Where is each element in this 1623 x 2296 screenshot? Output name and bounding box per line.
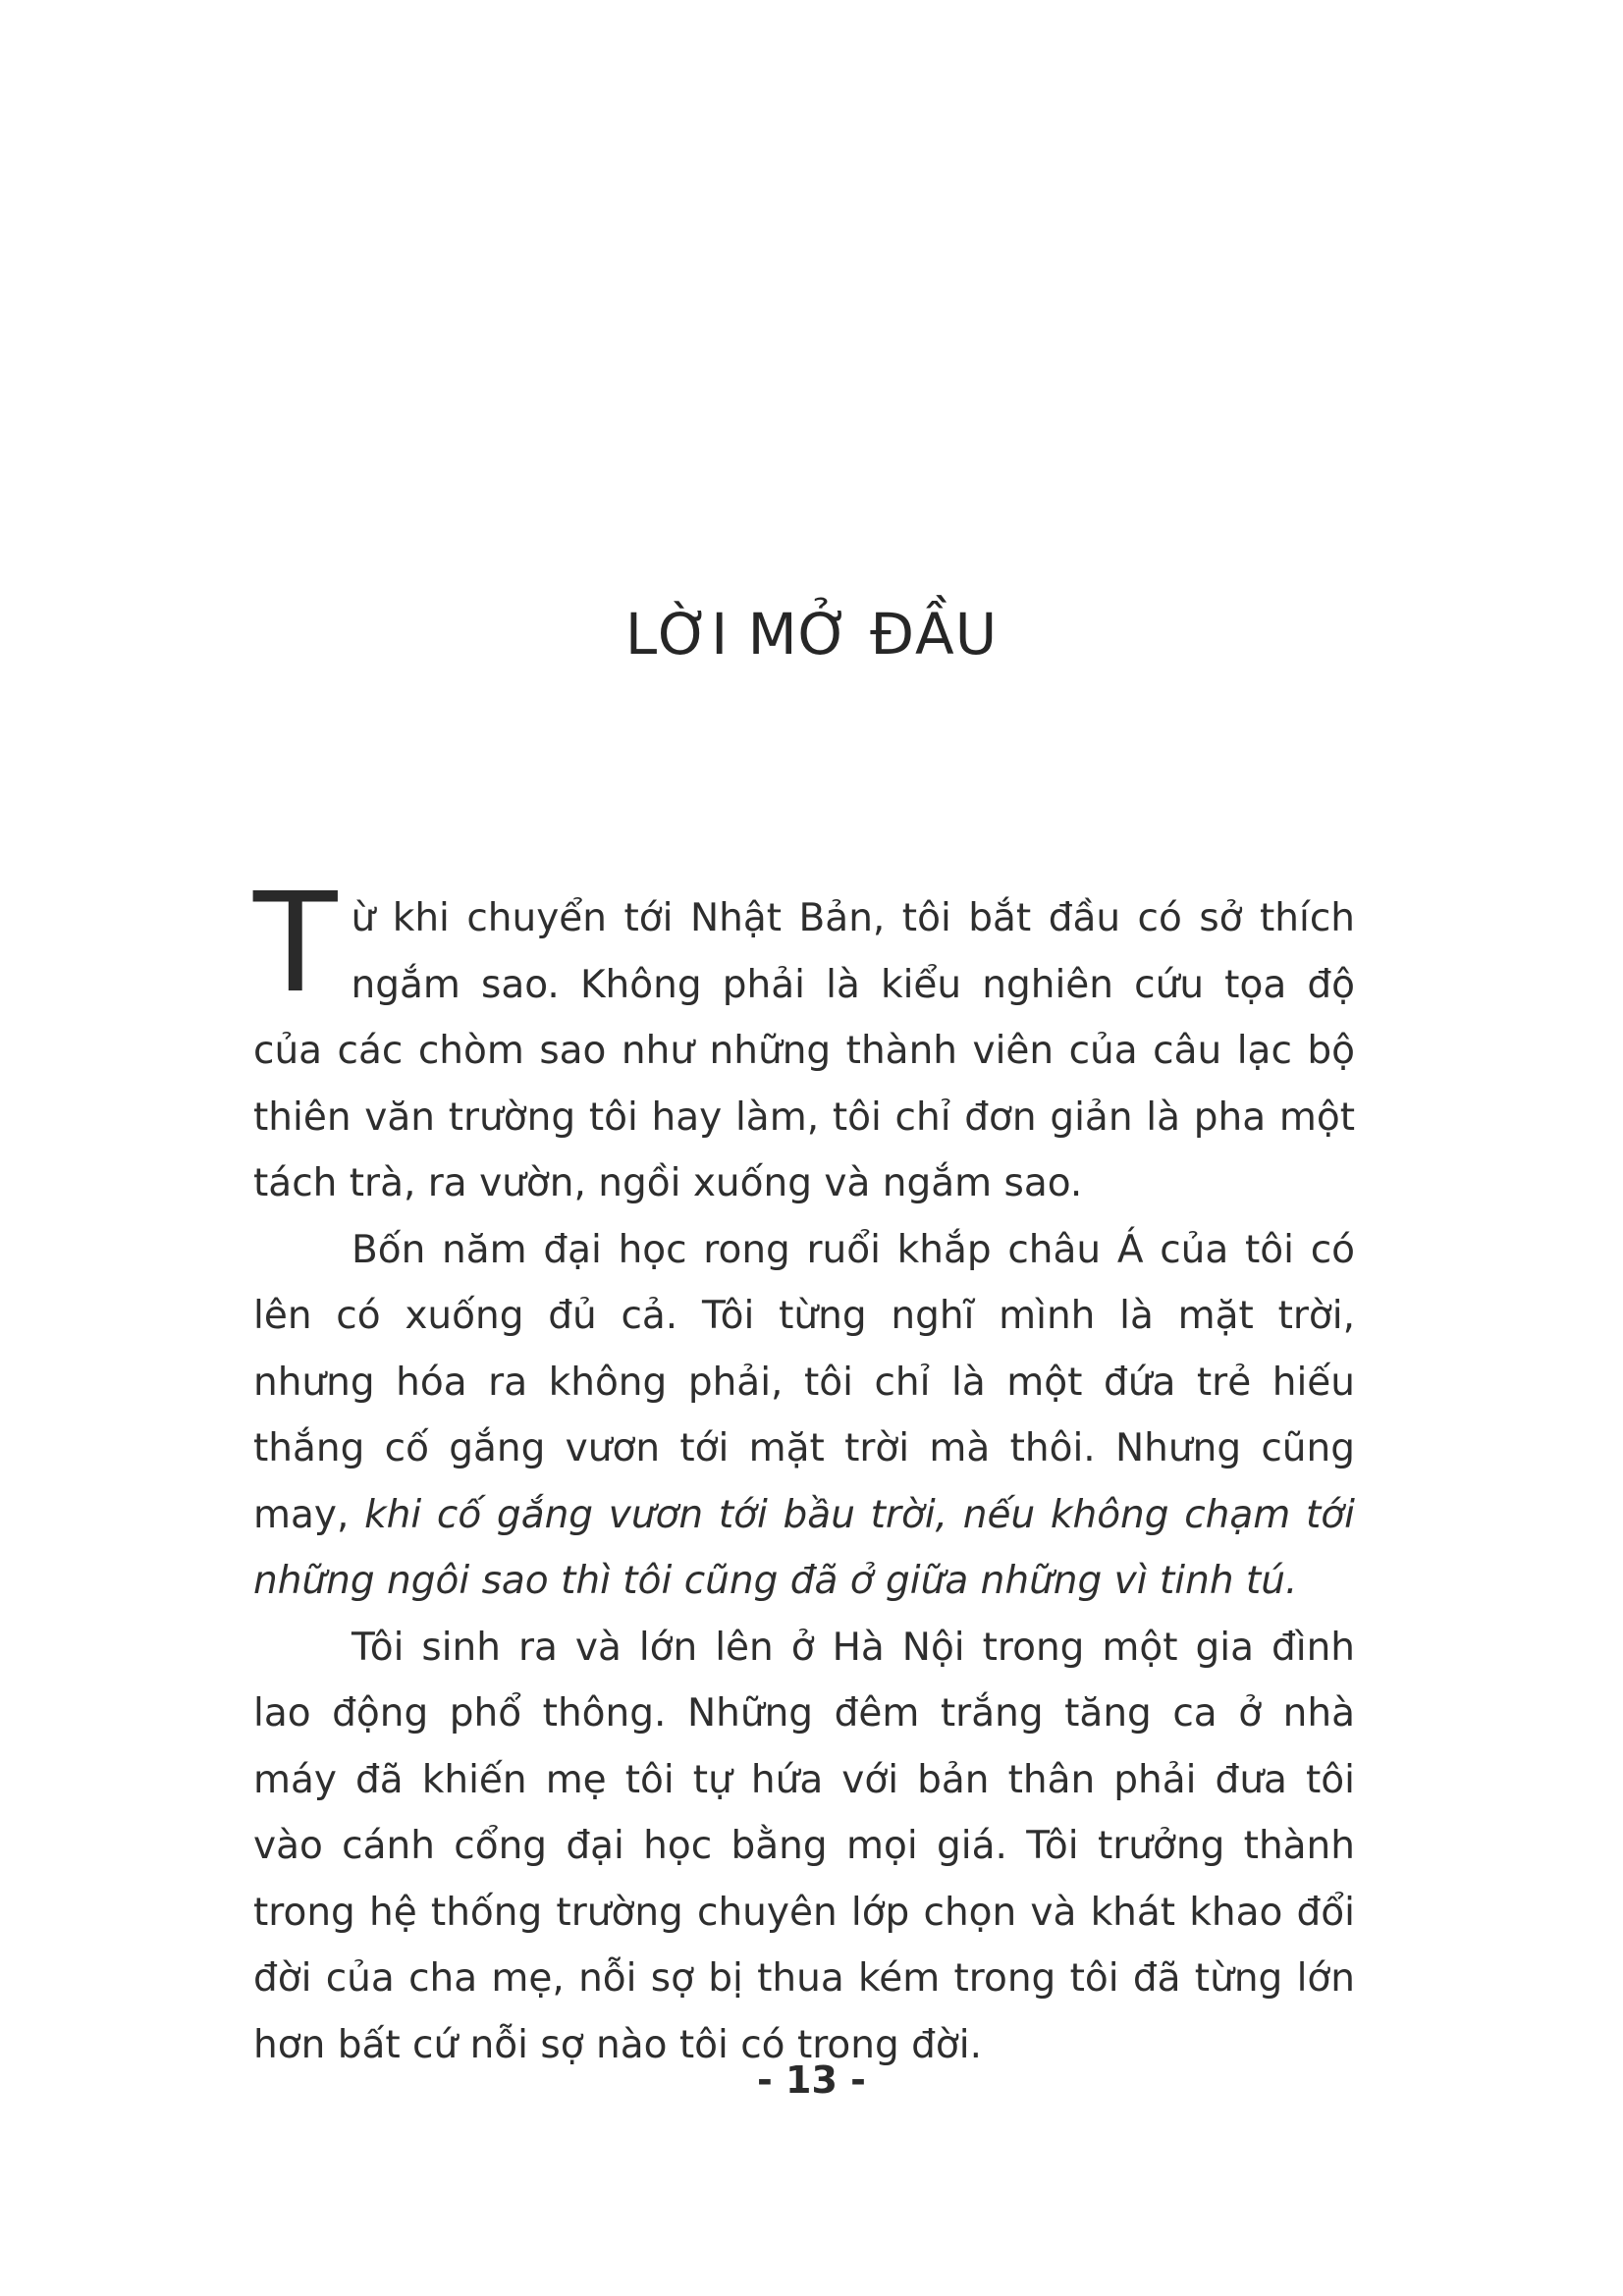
paragraph-2-italic: khi cố gắng vươn tới bầu trời, nếu không chạm tới những ngôi sao thì tôi cũng đã ở giữa những vì tinh tú. <box>253 1492 1355 1603</box>
paragraph-2-text: Bốn năm đại học rong ruổi khắp châu Á của tôi có lên có xuống đủ cả. Tôi từng nghĩ mình là mặt trời, nhưng hóa ra không phải, tôi chỉ là một đứa trẻ hiếu thắng cố gắng vươn tới mặt trời mà thôi. Nhưng cũng may, <box>253 1227 1355 1537</box>
chapter-title: LỜI MỞ ĐẦU <box>624 601 999 667</box>
paragraph-1-text: ừ khi chuyển tới Nhật Bản, tôi bắt đầu có sở thích ngắm sao. Không phải là kiểu nghiên cứu tọa độ của các chòm sao như những thành viên của câu lạc bộ thiên văn trường tôi hay làm, tôi chỉ đơn giản là pha một tách trà, ra vườn, ngồi xuống và ngắm sao. <box>253 896 1355 1205</box>
body-text <box>253 864 1355 2078</box>
paragraph-2 <box>253 1217 1355 1615</box>
page-number: - 13 - <box>757 2058 866 2102</box>
paragraph-1 <box>253 864 1355 1217</box>
paragraph-3-text: Tôi sinh ra và lớn lên ở Hà Nội trong một gia đình lao động phổ thông. Những đêm trắng tăng ca ở nhà máy đã khiến mẹ tôi tự hứa với bản thân phải đưa tôi vào cánh cổng đại học bằng mọi giá. Tôi trưởng thành trong hệ thống trường chuyên lớp chọn và khát khao đổi đời của cha mẹ, nỗi sợ bị thua kém trong tôi đã từng lớn hơn bất cứ nỗi sợ nào tôi có trong đời. <box>253 1625 1355 2067</box>
drop-cap: T <box>253 864 338 1024</box>
paragraph-3 <box>253 1615 1355 2079</box>
